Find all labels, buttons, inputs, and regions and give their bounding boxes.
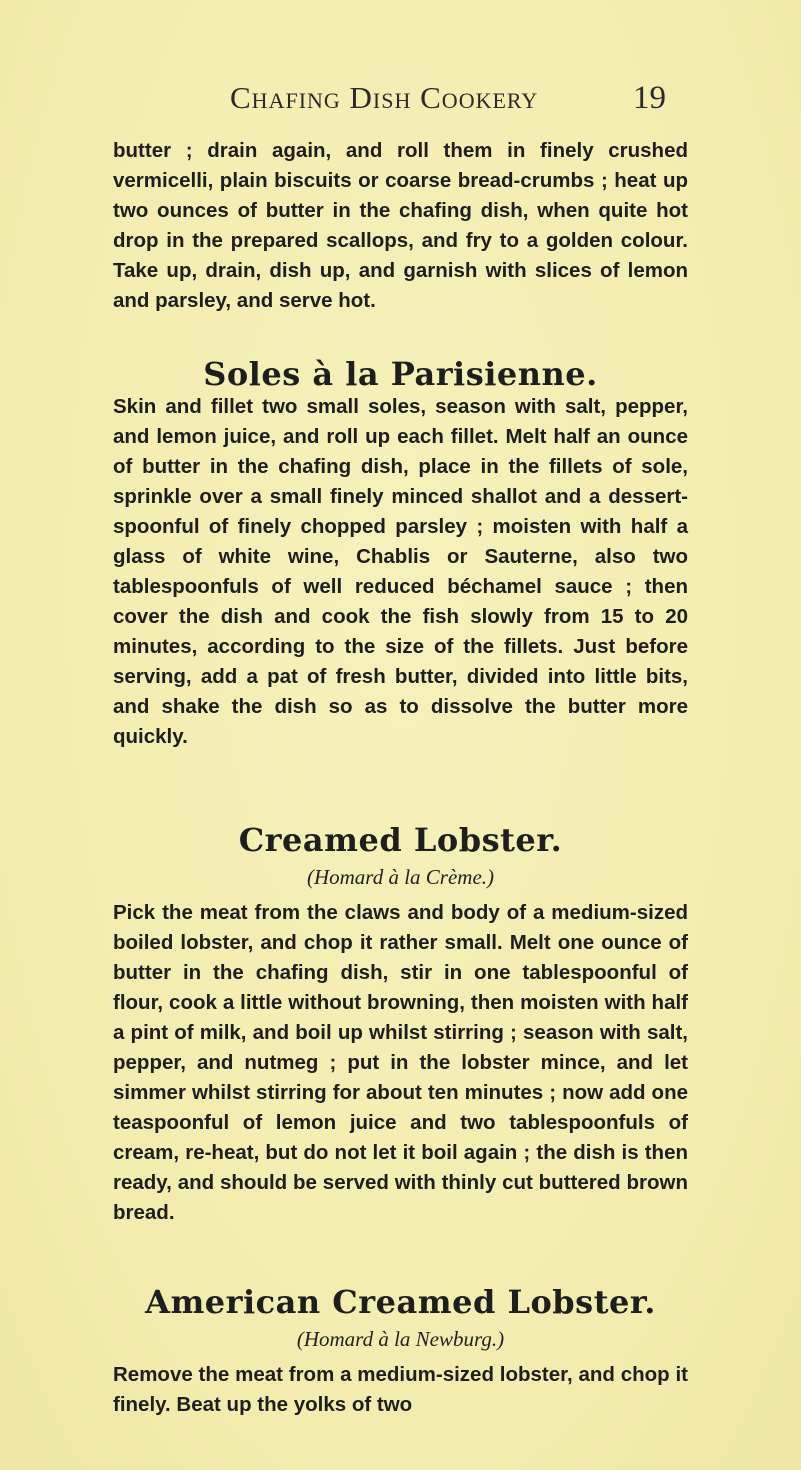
heading-soles-parisienne: Soles à la Parisienne. bbox=[203, 355, 598, 393]
running-head bbox=[0, 76, 801, 126]
paragraph-soles-parisienne: Skin and fillet two small soles, season with salt, pepper, and lemon juice, and roll up each fillet. Melt half an ounce of butter in the chafing dish, place in the fillets of sole, sprinkle over a small finely minced shallot and a dessert-spoonful of finely chopped parsley ; moisten with half a glass of white wine, Chablis or Sauterne, also two tablespoonfuls of well reduced béchamel sauce ; then cover the dish and cook the fish slowly from 15 to 20 minutes, according to the size of the fillets. Just before serving, add a pat of fresh butter, divided into little bits, and shake the dish so as to dissolve the butter more quickly. bbox=[113, 395, 688, 748]
paragraph-american-creamed-lobster: Remove the meat from a medium-sized lobster, and chop it finely. Beat up the yolks of two bbox=[113, 1363, 688, 1416]
heading-creamed-lobster: Creamed Lobster. bbox=[238, 821, 563, 859]
page-number: 19 bbox=[633, 80, 666, 116]
subheading-homard-creme: (Homard à la Crème.) bbox=[306, 865, 495, 889]
running-title: Chafing Dish Cookery bbox=[230, 80, 539, 115]
paragraph-scallops-continued: butter ; drain again, and roll them in finely crushed vermicelli, plain biscuits or coarse bread-crumbs ; heat up two ounces of butter in the chafing dish, when quite hot drop in the prepared scallops, and fry to a golden colour. Take up, drain, dish up, and garnish with slices of lemon and parsley, and serve hot. bbox=[113, 139, 688, 312]
paragraph-creamed-lobster: Pick the meat from the claws and body of a medium-sized boiled lobster, and chop it rather small. Melt one ounce of butter in the chafing dish, stir in one tablespoonful of flour, cook a little without browning, then moisten with half a pint of milk, and boil up whilst stirring ; season with salt, pepper, and nutmeg ; put in the lobster mince, and let simmer whilst stirring for about ten minutes ; now add one teaspoonful of lemon juice and two tablespoonfuls of cream, re-heat, but do not let it boil again ; the dish is then ready, and should be served with thinly cut buttered brown bread. bbox=[113, 901, 688, 1224]
subheading-homard-newburg: (Homard à la Newburg.) bbox=[296, 1327, 505, 1351]
heading-american-creamed-lobster: American Creamed Lobster. bbox=[145, 1283, 656, 1321]
